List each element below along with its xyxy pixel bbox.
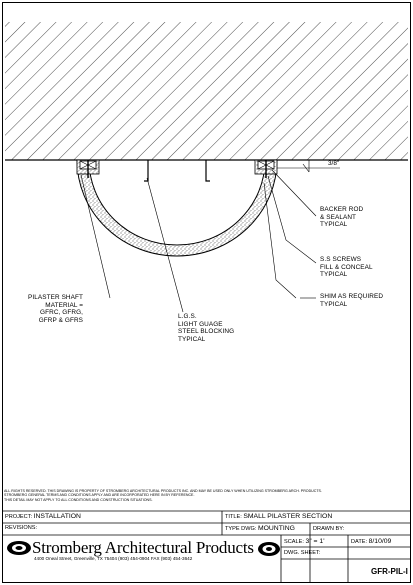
- date-field: [351, 538, 391, 546]
- substrate-wall: [5, 22, 408, 160]
- shim-blocks: [80, 161, 274, 169]
- project-value: INSTALLATION: [33, 513, 81, 520]
- dimension-label: 3/8": [328, 160, 340, 167]
- title-label: TITLE:: [225, 514, 242, 520]
- pilaster-shaft-section: [77, 160, 277, 256]
- callout-pilaster-shaft: PILASTER SHAFT MATERIAL = GFRC, GFRG, GFRP & GFRS: [28, 294, 84, 324]
- title-value: SMALL PILASTER SECTION: [243, 513, 333, 520]
- date-label: DATE:: [351, 539, 368, 545]
- sheet-label: DWG. SHEET:: [284, 550, 321, 556]
- callout-backer-rod: BACKER ROD & SEALANT TYPICAL: [320, 206, 364, 229]
- project-field: [5, 513, 81, 521]
- lgs-blocking: [144, 160, 210, 181]
- project-label: PROJECT:: [5, 514, 33, 520]
- rights-notice: [4, 489, 408, 502]
- type-field: [225, 525, 295, 533]
- callout-lgs: L.G.S. LIGHT GUAGE STEEL BLOCKING TYPICAL: [178, 313, 235, 343]
- drawn-by-label: DRAWN BY:: [313, 526, 345, 532]
- sheet-number: GFR-PIL-I: [371, 567, 408, 576]
- leader-lines: [81, 170, 316, 312]
- scale-value: 3" = 1': [305, 538, 325, 545]
- scale-label: SCALE:: [284, 539, 304, 545]
- title-field: [225, 513, 332, 521]
- notice-line-2: STROMBERG GENERAL TERMS AND CONDITIONS APPLY AND ARE INCORPORATED HERE IN BY REFERENCE.: [4, 493, 195, 498]
- company-address: 4400 Oneal Street, Greenville, TX 75404 (903) 454-0904 FAX (903) 454-3642: [34, 556, 193, 561]
- notice-line-1: ALL RIGHTS RESERVED. THIS DRAWING IS PROPERTY OF STROMBERG ARCHITECTURAL PRODUCTS INC. AND MAY BE USED ONLY WHEN UTILIZING STROMBERG ARCH. PRODUCTS.: [4, 489, 322, 493]
- screws: [88, 160, 266, 178]
- date-value: 8/10/09: [368, 538, 392, 545]
- callout-ss-screws: S.S SCREWS FILL & CONCEAL TYPICAL: [320, 256, 373, 279]
- type-value: MOUNTING: [257, 525, 295, 532]
- scale-field: [284, 538, 325, 546]
- revisions-field: [5, 525, 37, 532]
- company-name: Stromberg Architectural Products: [32, 538, 254, 557]
- revisions-label: REVISIONS:: [5, 525, 38, 531]
- callout-shim: SHIM AS REQUIRED TYPICAL: [320, 293, 384, 308]
- notice-line-3: THIS DETAIL MAY NOT APPLY TO ALL CONDITIONS AND CONSTRUCTION SITUATIONS.: [4, 497, 153, 502]
- type-label: TYPE DWG:: [225, 526, 257, 532]
- drawn-by-field: [313, 525, 344, 533]
